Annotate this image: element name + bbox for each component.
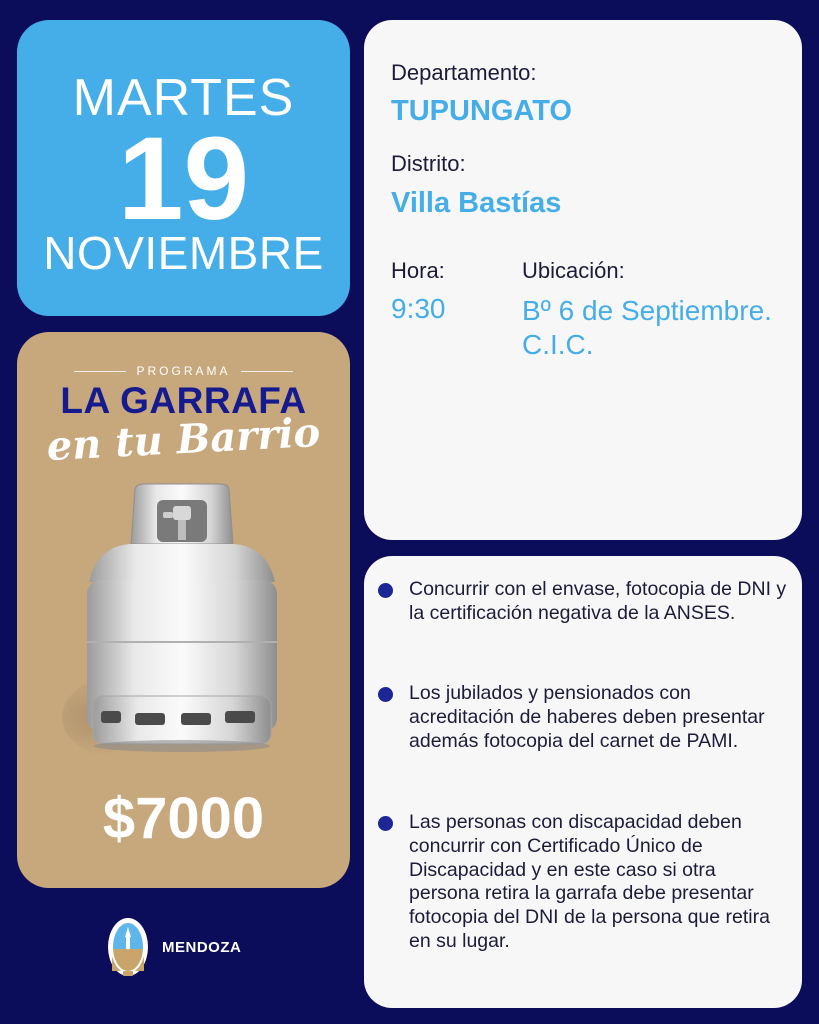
date-month: NOVIEMBRE	[43, 227, 324, 279]
bullet-icon	[378, 816, 393, 831]
requirement-text: Las personas con discapacidad deben concurrir con Certificado Único de Discapacidad y en este caso si otra persona retira la garrafa debe presentar fotocopia del DNI de la persona que retira en su lugar.	[409, 811, 770, 952]
date-day: 19	[117, 113, 250, 245]
date-card	[17, 20, 350, 316]
program-subtitle: en tu Barrio	[45, 408, 322, 471]
info-card	[364, 20, 802, 540]
bullet-icon	[378, 687, 393, 702]
hour-value: 9:30	[391, 293, 446, 324]
department-value: TUPUNGATO	[391, 95, 572, 127]
list-item	[378, 578, 790, 626]
mendoza-coat-of-arms-icon	[106, 915, 150, 979]
logo-text: MENDOZA	[162, 938, 242, 956]
location-value: Bº 6 de Septiembre. C.I.C.	[522, 295, 772, 360]
hour-label: Hora:	[391, 258, 445, 283]
district-label: Distrito:	[391, 151, 466, 176]
program-kicker: PROGRAMA	[136, 364, 231, 378]
list-item	[378, 811, 790, 954]
divider	[241, 371, 293, 372]
requirement-text: Los jubilados y pensionados con acreditación de haberes deben presentar además fotocopia del carnet de PAMI.	[409, 682, 765, 752]
price: $7000	[102, 786, 265, 851]
department-label: Departamento:	[391, 60, 537, 85]
program-kicker-row	[17, 364, 350, 378]
program-card	[17, 332, 350, 888]
requirements-card	[364, 556, 802, 1008]
list-item	[378, 682, 790, 753]
district-value: Villa Bastías	[391, 187, 562, 219]
requirement-text: Concurrir con el envase, fotocopia de DNI y la certificación negativa de la ANSES.	[409, 578, 787, 624]
divider	[74, 371, 126, 372]
mendoza-logo	[106, 915, 241, 979]
program-title: LA GARRAFA	[60, 380, 307, 421]
gas-cylinder-icon	[57, 482, 307, 767]
location-label: Ubicación:	[522, 258, 625, 283]
bullet-icon	[378, 583, 393, 598]
date-weekday: MARTES	[72, 69, 295, 127]
